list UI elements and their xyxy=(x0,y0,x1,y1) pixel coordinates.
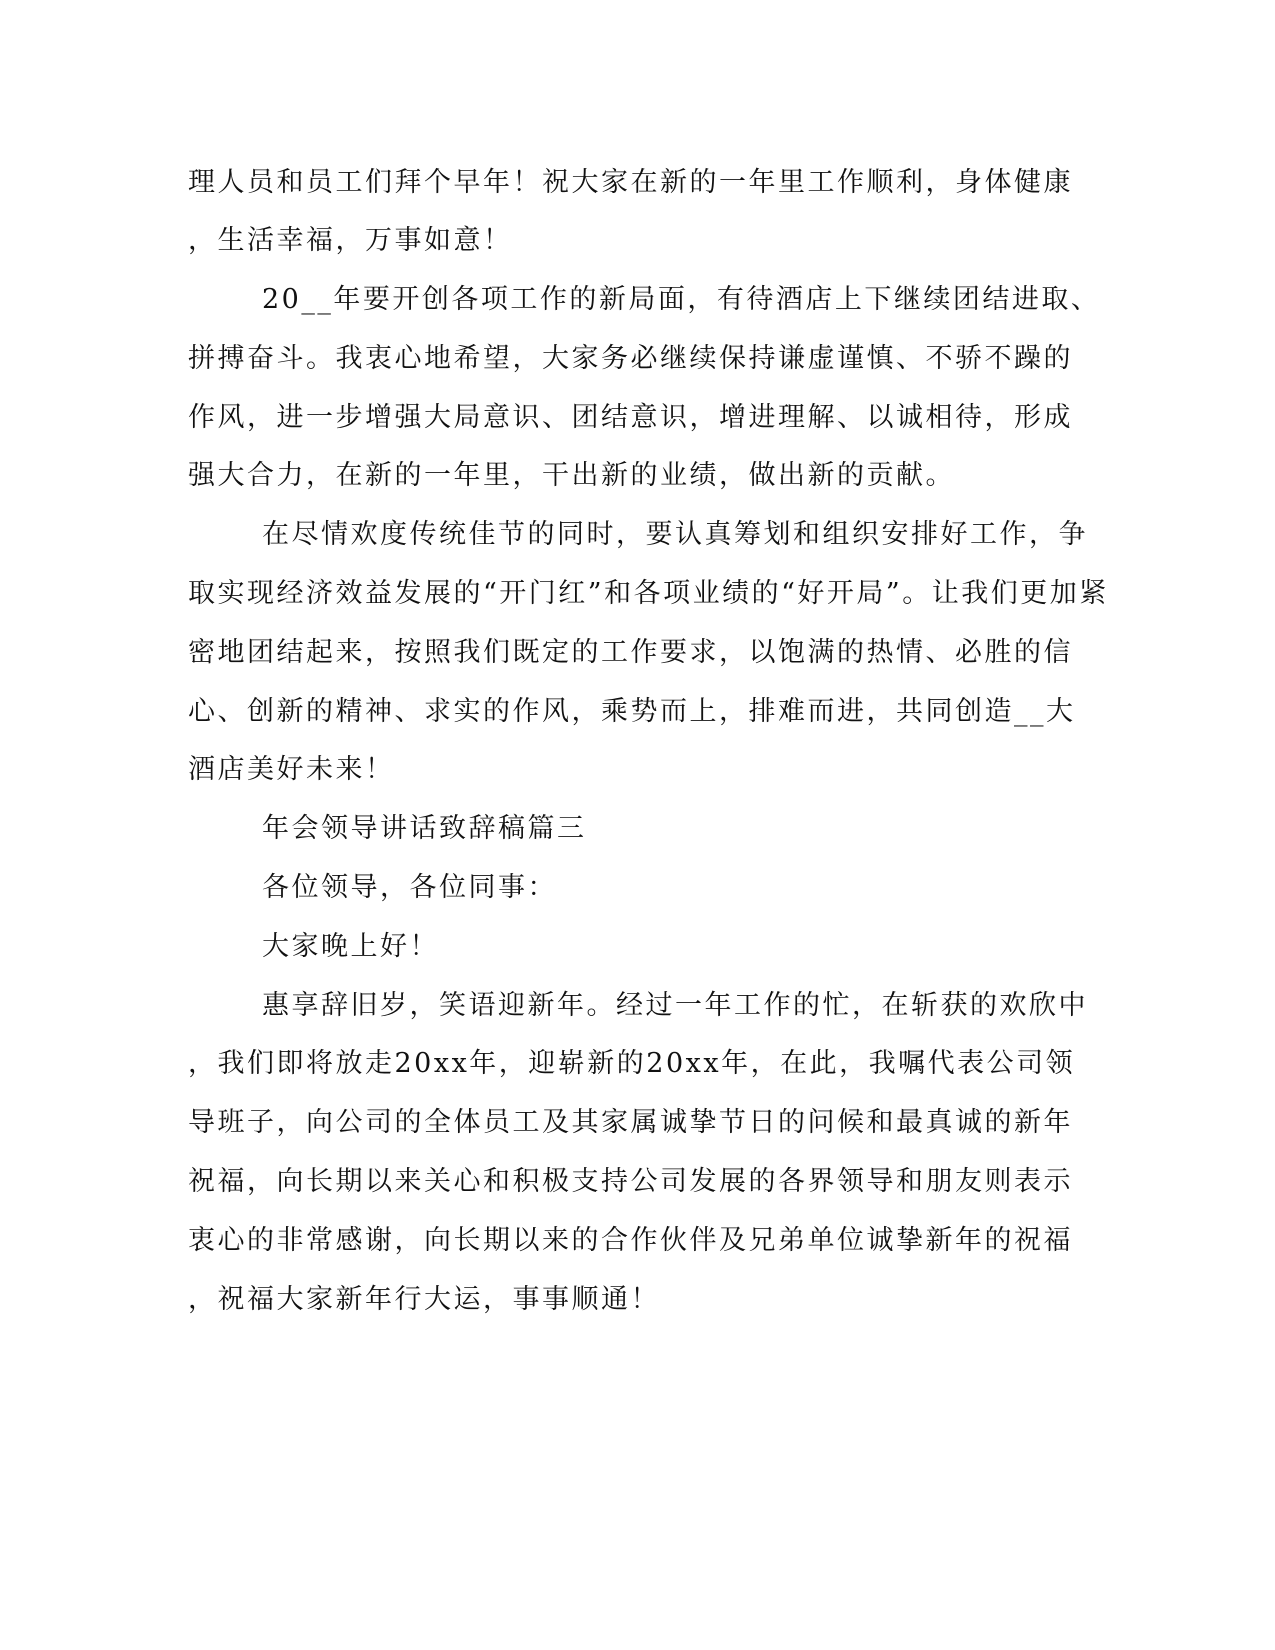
body-line-17: 导班子，向公司的全体员工及其家属诚挚节日的问候和最真诚的新年 xyxy=(188,1107,1073,1138)
section-heading: 年会领导讲话致辞稿篇三 xyxy=(262,813,587,844)
body-line-1: 理人员和员工们拜个早年！祝大家在新的一年里工作顺利，身体健康 xyxy=(188,167,1073,198)
body-line-11: 酒店美好未来！ xyxy=(188,754,395,785)
greeting: 大家晚上好！ xyxy=(262,931,439,962)
body-line-8: 取实现经济效益发展的“开门红”和各项业绩的“好开局”。让我们更加紧 xyxy=(188,578,1109,609)
paragraph-first-line: 在尽情欢度传统佳节的同时，要认真筹划和组织安排好工作，争 xyxy=(262,519,1088,550)
body-line-10: 心、创新的精神、求实的作风，乘势而上，排难而进，共同创造__大 xyxy=(188,696,1076,727)
body-line-9: 密地团结起来，按照我们既定的工作要求，以饱满的热情、必胜的信 xyxy=(188,637,1073,668)
paragraph-first-line: 惠享辞旧岁，笑语迎新年。经过一年工作的忙，在斩获的欢欣中 xyxy=(262,990,1088,1021)
body-line-6: 强大合力，在新的一年里，干出新的业绩，做出新的贡献。 xyxy=(188,460,955,491)
body-line-4: 拼搏奋斗。我衷心地希望，大家务必继续保持谦虚谨慎、不骄不躁的 xyxy=(188,343,1073,374)
body-line-5: 作风，进一步增强大局意识、团结意识，增进理解、以诚相待，形成 xyxy=(188,402,1073,433)
body-line-20: ，祝福大家新年行大运，事事顺通！ xyxy=(188,1284,660,1315)
paragraph-first-line: 20__年要开创各项工作的新局面，有待酒店上下继续团结进取、 xyxy=(262,284,1101,315)
body-line-16: ，我们即将放走20xx年，迎崭新的20xx年，在此，我嘱代表公司领 xyxy=(188,1048,1076,1079)
body-line-19: 衷心的非常感谢，向长期以来的合作伙伴及兄弟单位诚挚新年的祝福 xyxy=(188,1225,1073,1256)
body-line-2: ，生活幸福，万事如意！ xyxy=(188,225,513,256)
salutation: 各位领导，各位同事： xyxy=(262,872,557,903)
body-line-18: 祝福，向长期以来关心和积极支持公司发展的各界领导和朋友则表示 xyxy=(188,1166,1073,1197)
